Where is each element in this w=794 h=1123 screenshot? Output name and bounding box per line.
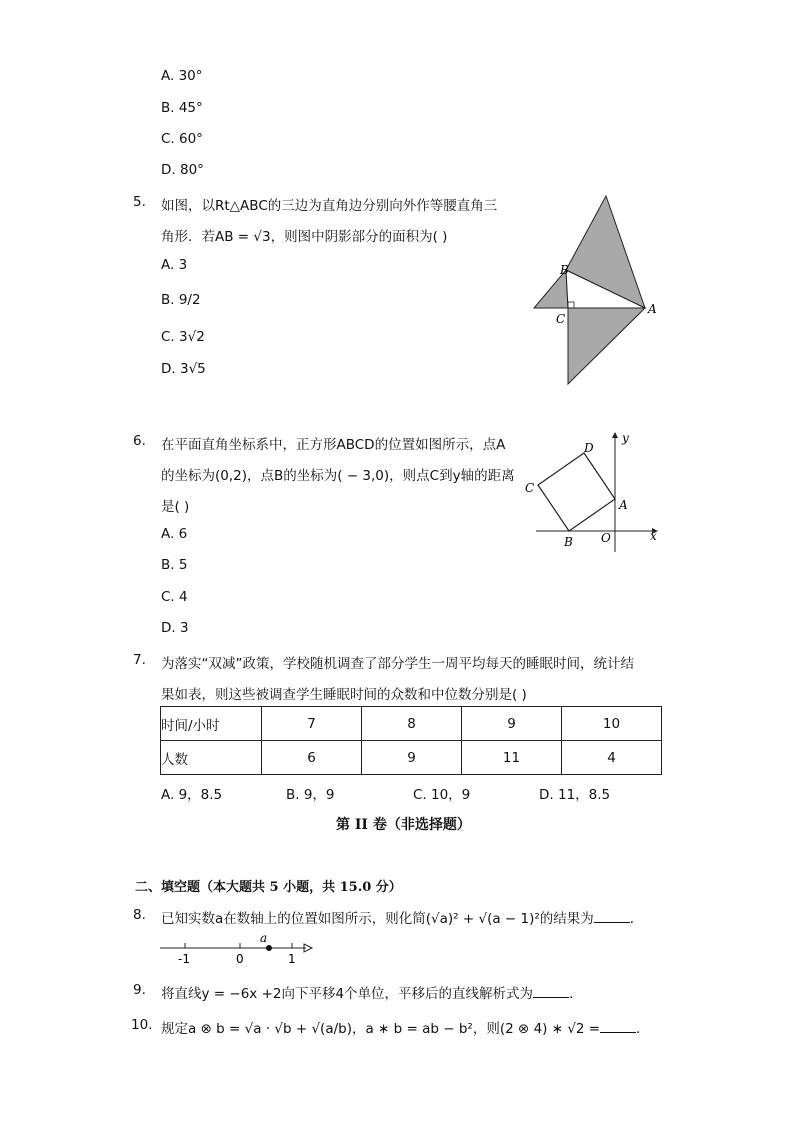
q4-option-b: B. 45°: [161, 100, 203, 116]
table-cell: 6: [262, 741, 362, 775]
q8-point-a: [266, 945, 272, 951]
q10-text: [161, 1017, 650, 1037]
q6-label-a: A: [619, 498, 628, 512]
q6-option-b: B. 5: [161, 557, 188, 573]
q8-text-body: 已知实数a在数轴上的位置如图所示，则化简(√a)² + √(a − 1)²的结果为: [161, 911, 594, 927]
table-row: [161, 707, 662, 741]
q10-number: 10.: [131, 1017, 153, 1033]
q8-text: [161, 907, 643, 927]
q6-label-b: B: [564, 535, 573, 549]
q5-option-a: A. 3: [161, 257, 188, 273]
q8-tick-label: 0: [236, 952, 244, 966]
q9-text-end: ．: [569, 986, 583, 1002]
table-cell: 8: [362, 707, 462, 741]
q6-option-c: C. 4: [161, 589, 188, 605]
q7-sleep-table: [160, 706, 662, 775]
q5-shaded-triangle-ca: [568, 308, 645, 384]
q6-text-line3: 是( ): [161, 499, 190, 515]
q6-number: 6.: [133, 433, 146, 449]
q9-number: 9.: [133, 982, 146, 998]
table-cell: 人数: [161, 741, 262, 775]
q5-option-d: D. 3√5: [161, 361, 206, 377]
q7-option-c: C. 10，9: [413, 787, 471, 803]
q6-label-o: O: [601, 531, 611, 545]
q5-text-line2: 角形．若AB = √3，则图中阴影部分的面积为( ): [161, 229, 448, 245]
q8-number: 8.: [133, 907, 146, 923]
q10-text-body: 规定a ⊗ b = √a · √b + √(a/b)，a ∗ b = ab − b²，则(2 ⊗ 4) ∗ √2 =: [161, 1021, 601, 1037]
q4-option-c: C. 60°: [161, 131, 203, 147]
table-row: [161, 741, 662, 775]
q4-option-a: A. 30°: [161, 68, 203, 84]
q5-label-c: C: [556, 312, 566, 326]
q5-label-b: B: [560, 263, 569, 277]
q5-text-line1: 如图，以Rt△ABC的三边为直角边分别向外作等腰直角三: [161, 198, 498, 214]
section2-title: 二、填空题（本大题共 5 小题，共 15.0 分）: [135, 880, 402, 895]
q7-number: 7.: [133, 652, 146, 668]
part2-title: 第 II 卷（非选择题）: [336, 817, 471, 833]
q5-option-c: C. 3√2: [161, 329, 205, 345]
q5-triangle-figure: [530, 192, 665, 388]
q6-y-arrow-icon: [612, 432, 618, 438]
q10-text-end: ．: [636, 1021, 650, 1037]
table-cell: 9: [462, 707, 562, 741]
q6-label-d: D: [584, 441, 594, 455]
q5-option-b: B. 9/2: [161, 292, 201, 308]
table-cell: 时间/小时: [161, 707, 262, 741]
q6-text-line1: 在平面直角坐标系中，正方形ABCD的位置如图所示，点A: [161, 437, 506, 453]
q8-tick-label: -1: [178, 952, 190, 966]
q5-number: 5.: [133, 194, 146, 210]
q6-text-line2: 的坐标为(0,2)，点B的坐标为( − 3,0)，则点C到y轴的距离: [161, 468, 515, 484]
q7-text-line2: 果如表，则这些被调查学生睡眠时间的众数和中位数分别是( ): [161, 687, 527, 703]
q8-answer-blank: [594, 910, 630, 923]
q7-text-line1: 为落实“双减”政策，学校随机调查了部分学生一周平均每天的睡眠时间，统计结: [161, 656, 634, 672]
q6-option-a: A. 6: [161, 526, 188, 542]
q7-option-a: A. 9，8.5: [161, 787, 223, 803]
q6-label-x: x: [650, 529, 657, 543]
q9-answer-blank: [533, 985, 569, 998]
table-cell: 10: [562, 707, 662, 741]
q7-option-d: D. 11，8.5: [539, 787, 611, 803]
table-cell: 9: [362, 741, 462, 775]
table-cell: 4: [562, 741, 662, 775]
q6-option-d: D. 3: [161, 620, 189, 636]
q6-square: [538, 453, 615, 531]
q8-number-line: [158, 930, 318, 966]
q10-answer-blank: [600, 1020, 636, 1033]
table-cell: 7: [262, 707, 362, 741]
q8-point-label: a: [260, 931, 268, 945]
table-cell: 11: [462, 741, 562, 775]
q9-text-body: 将直线y = −6x +2向下平移4个单位，平移后的直线解析式为: [161, 986, 534, 1002]
q7-option-b: B. 9，9: [286, 787, 335, 803]
q6-label-y: y: [622, 431, 629, 445]
q6-label-c: C: [525, 481, 535, 495]
q8-tick-label: 1: [288, 952, 296, 966]
q6-coordinate-figure: [520, 430, 660, 552]
q4-option-d: D. 80°: [161, 162, 204, 178]
q5-label-a: A: [648, 302, 657, 316]
q8-text-end: ．: [629, 911, 644, 927]
q9-text: [161, 982, 583, 1002]
